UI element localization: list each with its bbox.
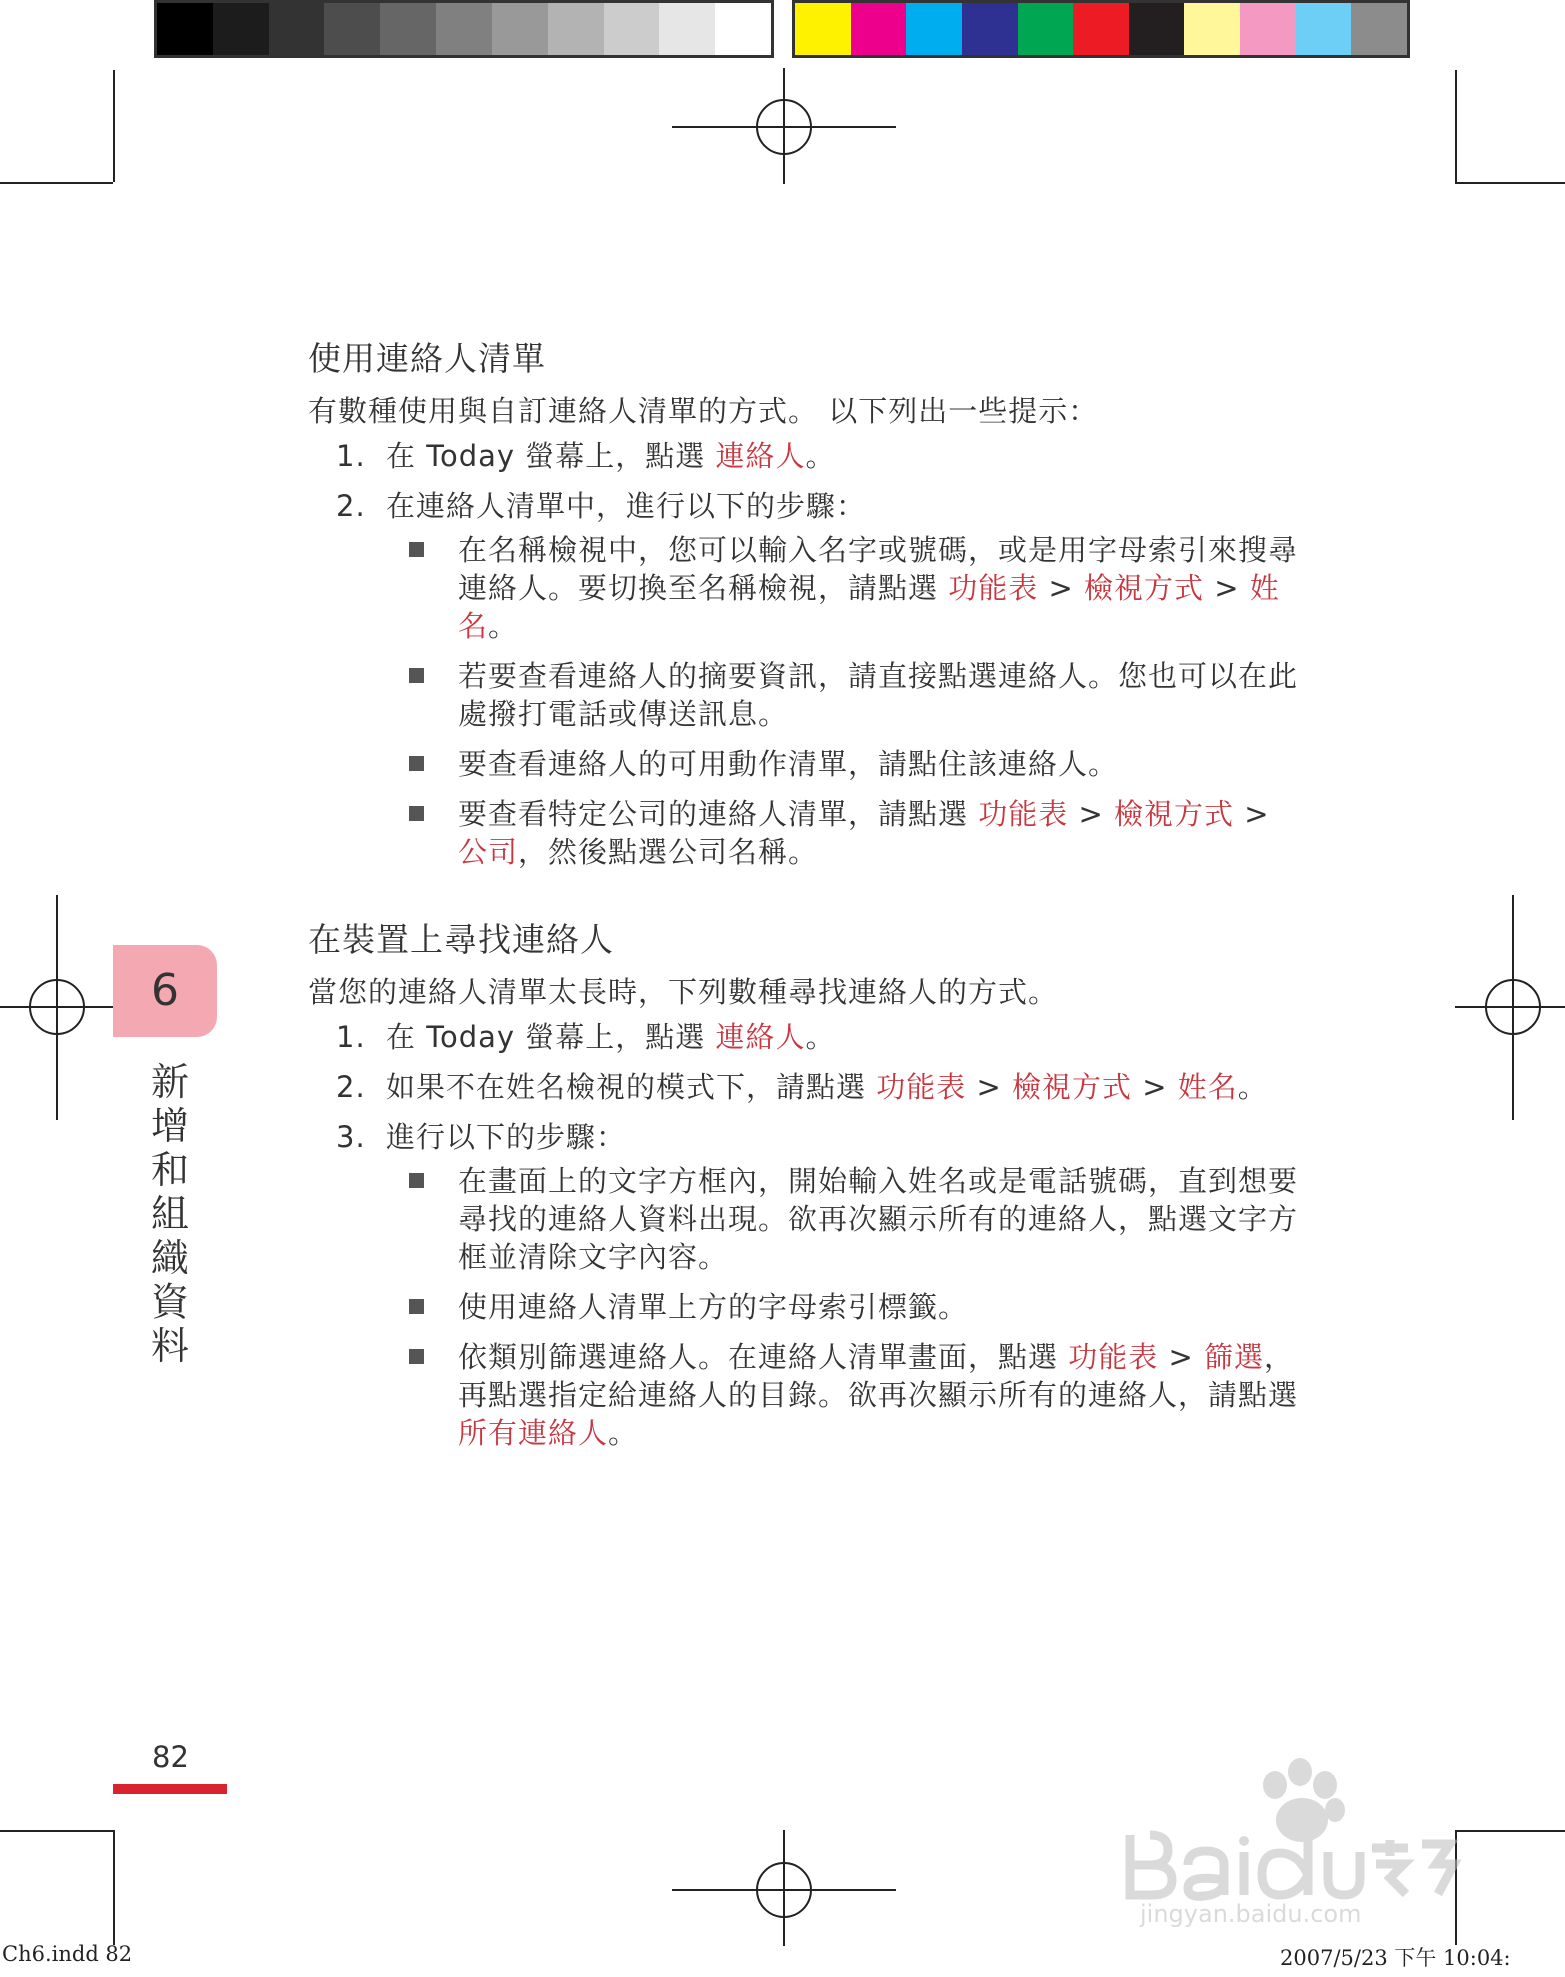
chapter-title-char: 和 — [150, 1148, 189, 1192]
gray-swatch — [269, 3, 325, 55]
section-intro: 有數種使用與自訂連絡人清單的方式。 以下列出一些提示： — [308, 394, 1099, 428]
list-item: 在畫面上的文字方框內，開始輸入姓名或是電話號碼，直到想要尋找的連絡人資料出現。欲再次顯示所有的連絡人，點選文字方框並清除文字內容。 — [386, 1162, 1298, 1276]
color-swatch — [795, 3, 851, 55]
contacts-link: 連絡人 — [715, 1020, 806, 1054]
list-item: 1. 在 Today 螢幕上，點選 連絡人。 — [336, 1020, 836, 1054]
contacts-link: 連絡人 — [715, 439, 806, 473]
color-swatch — [1073, 3, 1129, 55]
gray-swatch — [380, 3, 436, 55]
bullet-square-icon — [409, 806, 424, 821]
steps-list — [336, 437, 1298, 883]
baidu-watermark-logo — [1110, 1740, 1480, 1930]
page-number: 82 — [152, 1740, 189, 1774]
bullet-square-icon — [409, 542, 424, 557]
chapter-title — [150, 1060, 190, 1368]
chapter-title-char: 織 — [150, 1236, 189, 1280]
steps-list — [336, 1018, 1298, 1464]
process-color-bar — [792, 0, 1410, 58]
list-item: 2. 如果不在姓名檢視的模式下，請點選 功能表 > 檢視方式 > 姓名。 — [336, 1070, 1268, 1104]
bullet-square-icon — [409, 756, 424, 771]
list-item: 2. 在連絡人清單中，進行以下的步驟： 在名稱檢視中，您可以輸入名字或號碼，或是用字母索引來搜尋連絡人。要切換至名稱檢視，請點選 功能表 > 檢視方式 > 姓名。 若要查看連絡人的摘要資訊，請直接點選連絡人。您也可以在此處撥打電話或傳送訊息。 要查看連絡人的可用動作清單，請點住該連絡人。 要查看特定公司的連絡人清單，請點選 功能表 > 檢視方式 > 公司，然後點選公司名稱。 — [336, 489, 1299, 869]
color-swatch — [1351, 3, 1407, 55]
chapter-title-char: 料 — [150, 1324, 189, 1368]
section-heading-find-contacts: 在裝置上尋找連絡人 — [308, 920, 614, 959]
gray-swatch — [659, 3, 715, 55]
bullet-list — [386, 531, 1298, 871]
svg-text:jingyan.baidu.com: jingyan.baidu.com — [1140, 1900, 1362, 1928]
list-item: 要查看連絡人的可用動作清單，請點住該連絡人。 — [386, 745, 1298, 783]
grayscale-color-bar — [154, 0, 774, 58]
bullet-square-icon — [409, 1349, 424, 1364]
chapter-title-char: 新 — [150, 1060, 189, 1104]
color-swatch — [1240, 3, 1296, 55]
chapter-title-char: 資 — [150, 1280, 189, 1324]
section-intro: 當您的連絡人清單太長時，下列數種尋找連絡人的方式。 — [308, 975, 1059, 1009]
list-item: 使用連絡人清單上方的字母索引標籤。 — [386, 1288, 1298, 1326]
color-swatch — [1296, 3, 1352, 55]
list-item: 若要查看連絡人的摘要資訊，請直接點選連絡人。您也可以在此處撥打電話或傳送訊息。 — [386, 657, 1298, 733]
page-number-bar — [113, 1784, 227, 1794]
color-swatch — [1129, 3, 1185, 55]
gray-swatch — [213, 3, 269, 55]
bullet-square-icon — [409, 1173, 424, 1188]
list-item: 1. 在 Today 螢幕上，點選 連絡人。 — [336, 439, 836, 473]
chapter-title-char: 組 — [150, 1192, 189, 1236]
gray-swatch — [436, 3, 492, 55]
chapter-title-char: 增 — [150, 1104, 189, 1148]
color-swatch — [906, 3, 962, 55]
gray-swatch — [548, 3, 604, 55]
list-item: 3. 進行以下的步驟： 在畫面上的文字方框內，開始輸入姓名或是電話號碼，直到想要尋找的連絡人資料出現。欲再次顯示所有的連絡人，點選文字方框並清除文字內容。 使用連絡人清單上方的字母索引標籤。 依類別篩選連絡人。在連絡人清單畫面，點選 功能表 > 篩選，再點選指定給連絡人的目錄。欲再次顯示所有的連絡人，請點選 所有連絡人。 — [336, 1120, 1299, 1450]
gray-swatch — [324, 3, 380, 55]
bullet-list — [386, 1162, 1298, 1452]
bullet-square-icon — [409, 668, 424, 683]
color-swatch — [1018, 3, 1074, 55]
list-item: 要查看特定公司的連絡人清單，請點選 功能表 > 檢視方式 > 公司，然後點選公司名稱。 — [386, 795, 1298, 871]
chapter-number-tab: 6 — [113, 945, 217, 1037]
list-item: 依類別篩選連絡人。在連絡人清單畫面，點選 功能表 > 篩選，再點選指定給連絡人的目錄。欲再次顯示所有的連絡人，請點選 所有連絡人。 — [386, 1338, 1298, 1452]
gray-swatch — [604, 3, 660, 55]
color-swatch — [962, 3, 1018, 55]
gray-swatch — [157, 3, 213, 55]
bullet-square-icon — [409, 1299, 424, 1314]
slug-file-info: Ch6.indd 82 — [2, 1942, 133, 1966]
gray-swatch — [492, 3, 548, 55]
section-heading-use-contacts: 使用連絡人清單 — [308, 339, 546, 378]
color-swatch — [851, 3, 907, 55]
list-item: 在名稱檢視中，您可以輸入名字或號碼，或是用字母索引來搜尋連絡人。要切換至名稱檢視，請點選 功能表 > 檢視方式 > 姓名。 — [386, 531, 1298, 645]
slug-timestamp: 2007/5/23 下午 10:04: — [1280, 1946, 1511, 1970]
gray-swatch — [715, 3, 771, 55]
color-swatch — [1184, 3, 1240, 55]
